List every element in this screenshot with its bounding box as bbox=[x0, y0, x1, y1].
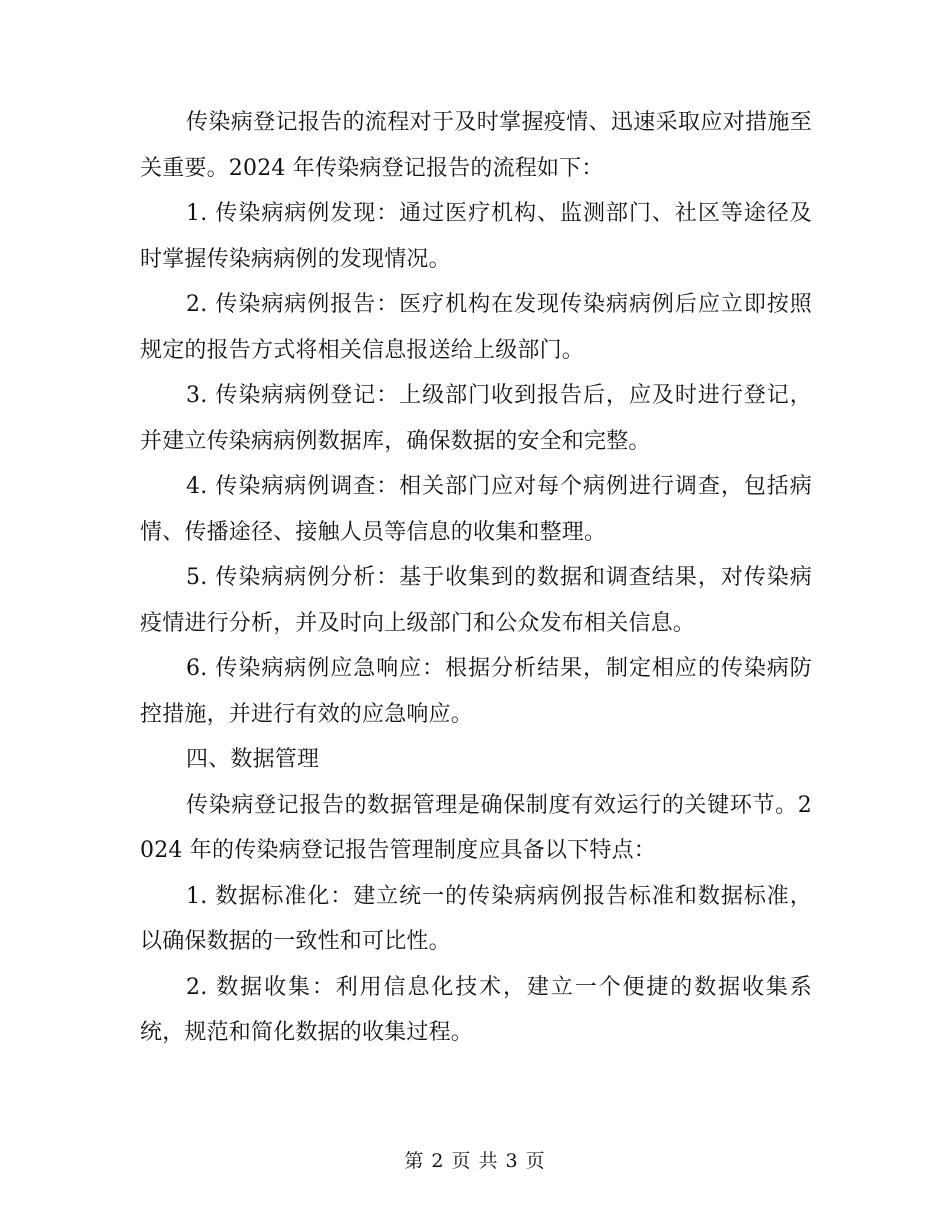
list-item: 4. 传染病病例调查：相关部门应对每个病例进行调查，包括病情、传播途径、接触人员等信息的收集和整理。 bbox=[140, 474, 812, 545]
page-number-footer: 第 2 页 共 3 页 bbox=[404, 1150, 546, 1172]
list-item: 2. 传染病病例报告：医疗机构在发现传染病病例后应立即按照规定的报告方式将相关信息报送给上级部门。 bbox=[140, 292, 812, 363]
list-item: 2. 数据收集：利用信息化技术，建立一个便捷的数据收集系统，规范和简化数据的收集过程。 bbox=[140, 974, 812, 1045]
list-item: 6. 传染病病例应急响应：根据分析结果，制定相应的传染病防控措施，并进行有效的应急响应。 bbox=[140, 656, 812, 727]
section-intro-paragraph: 传染病登记报告的数据管理是确保制度有效运行的关键环节。2024 年的传染病登记报告管理制度应具备以下特点： bbox=[140, 792, 812, 863]
intro-paragraph: 传染病登记报告的流程对于及时掌握疫情、迅速采取应对措施至关重要。2024 年传染病登记报告的流程如下： bbox=[140, 110, 812, 181]
list-item: 1. 数据标准化：建立统一的传染病病例报告标准和数据标准，以确保数据的一致性和可比性。 bbox=[140, 883, 812, 954]
section-heading: 四、数据管理 bbox=[186, 747, 320, 772]
list-item: 3. 传染病病例登记：上级部门收到报告后，应及时进行登记，并建立传染病病例数据库，确保数据的安全和完整。 bbox=[140, 383, 812, 454]
list-item: 5. 传染病病例分析：基于收集到的数据和调查结果，对传染病疫情进行分析，并及时向上级部门和公众发布相关信息。 bbox=[140, 565, 812, 636]
list-item: 1. 传染病病例发现：通过医疗机构、监测部门、社区等途径及时掌握传染病病例的发现情况。 bbox=[140, 201, 812, 272]
page-body bbox=[140, 100, 812, 1056]
